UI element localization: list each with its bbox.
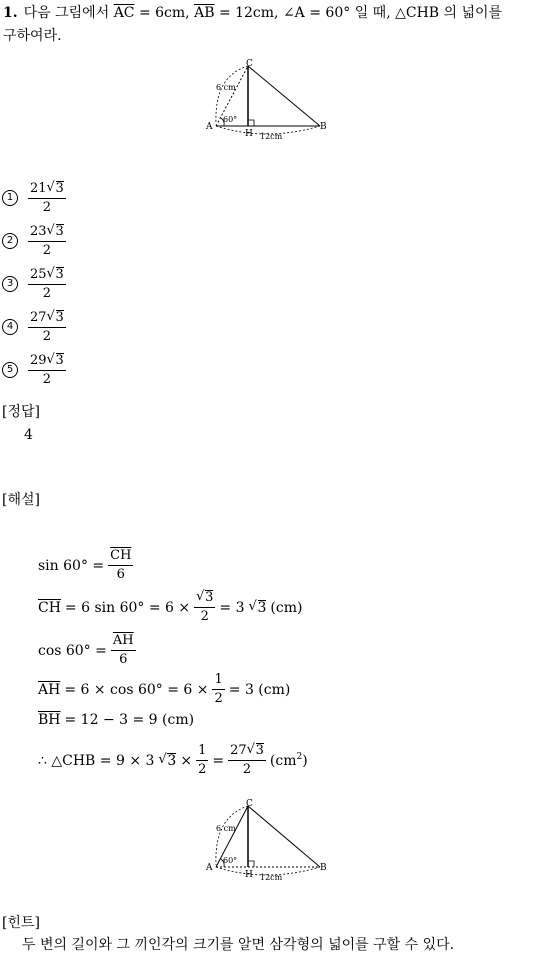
segment-ac: $\overline{AC}$ — [113, 5, 135, 21]
hint-label: [힌트] — [2, 915, 40, 931]
question-text-a: 다음 그림에서 — [23, 5, 110, 21]
choice-mark: 3 — [2, 276, 18, 292]
label-h: H — [245, 870, 253, 880]
choice-fraction: $\frac{25 √ 3}{2}$ — [28, 266, 66, 303]
choice-fraction: $\frac{21 √ 3}{2}$ — [28, 180, 66, 217]
label-ac: 6 cm — [216, 824, 236, 833]
solution-line-2: $\overline{CH}$ = 6 sin 60° = 6 × √ $\frac{3}{2}$ = 3 √ 3 (cm) — [38, 589, 302, 626]
label-angle: 60° — [223, 856, 238, 865]
label-angle: 60° — [223, 115, 238, 124]
triangle-figure-2 — [200, 797, 335, 885]
question-eq2: = 12cm, ∠A = 60° — [218, 5, 351, 21]
label-c: C — [246, 799, 253, 809]
label-a: A — [206, 863, 213, 873]
label-h: H — [245, 129, 253, 139]
solution-line-4: $\overline{AH}$ = 6 × cos 60° = 6 × $\frac{1}{2}$ = 3 (cm) — [38, 672, 291, 706]
label-ac: 6 cm — [216, 83, 236, 92]
side-cb — [248, 806, 320, 867]
choice-fraction: $\frac{29 √ 3}{2}$ — [28, 352, 66, 389]
right-angle-mark — [248, 861, 254, 867]
answer-label: [정답] — [2, 404, 40, 420]
choice-1[interactable] — [2, 178, 66, 218]
label-ab: 12cm — [260, 873, 283, 882]
question-line-1 — [3, 2, 502, 22]
choice-mark: 2 — [2, 233, 18, 249]
solution-line-5: $\overline{BH}$ = 12 − 3 = 9 (cm) — [38, 712, 195, 728]
question-number: 1. — [3, 5, 18, 21]
choice-mark: 5 — [2, 362, 18, 378]
answer-value: 4 — [24, 427, 33, 443]
choice-mark: 1 — [2, 190, 18, 206]
choice-mark: 4 — [2, 319, 18, 335]
question-line-2: 구하여라. — [3, 28, 62, 44]
label-ab: 12cm — [260, 132, 283, 141]
label-b: B — [320, 122, 327, 132]
hint-text: 두 변의 길이와 그 끼인각의 크기를 알면 삼각형의 넓이를 구할 수 있다. — [22, 937, 455, 953]
right-angle-mark — [248, 120, 254, 126]
solution-line-6: ∴ △CHB = 9 × 3 √ 3 × $\frac{1}{2}$ = $\frac{27 √ 3}{2}$ $(cm^2)$ — [38, 742, 308, 779]
solution-line-3: cos 60° = $\frac{\overline{AH}}{6}$ — [38, 633, 134, 667]
question-text-b: 일 때, △CHB 의 넓이를 — [354, 5, 503, 21]
label-c: C — [246, 59, 253, 69]
choice-4[interactable] — [2, 307, 66, 347]
choice-2[interactable] — [2, 221, 66, 261]
solution-line-1: sin 60° = $\frac{\overline{CH}}{6}$ — [38, 548, 132, 582]
segment-ab: $\overline{AB}$ — [194, 5, 215, 21]
side-cb — [248, 66, 320, 126]
choice-5[interactable] — [2, 350, 66, 390]
choice-fraction: $\frac{27 √ 3}{2}$ — [28, 309, 66, 346]
triangle-figure — [200, 58, 335, 142]
choice-3[interactable] — [2, 264, 66, 304]
label-a: A — [206, 122, 213, 132]
solution-label: [해설] — [2, 492, 40, 508]
question-eq1: = 6cm, — [138, 5, 190, 21]
label-b: B — [320, 863, 327, 873]
choice-fraction: $\frac{23 √ 3}{2}$ — [28, 223, 66, 260]
